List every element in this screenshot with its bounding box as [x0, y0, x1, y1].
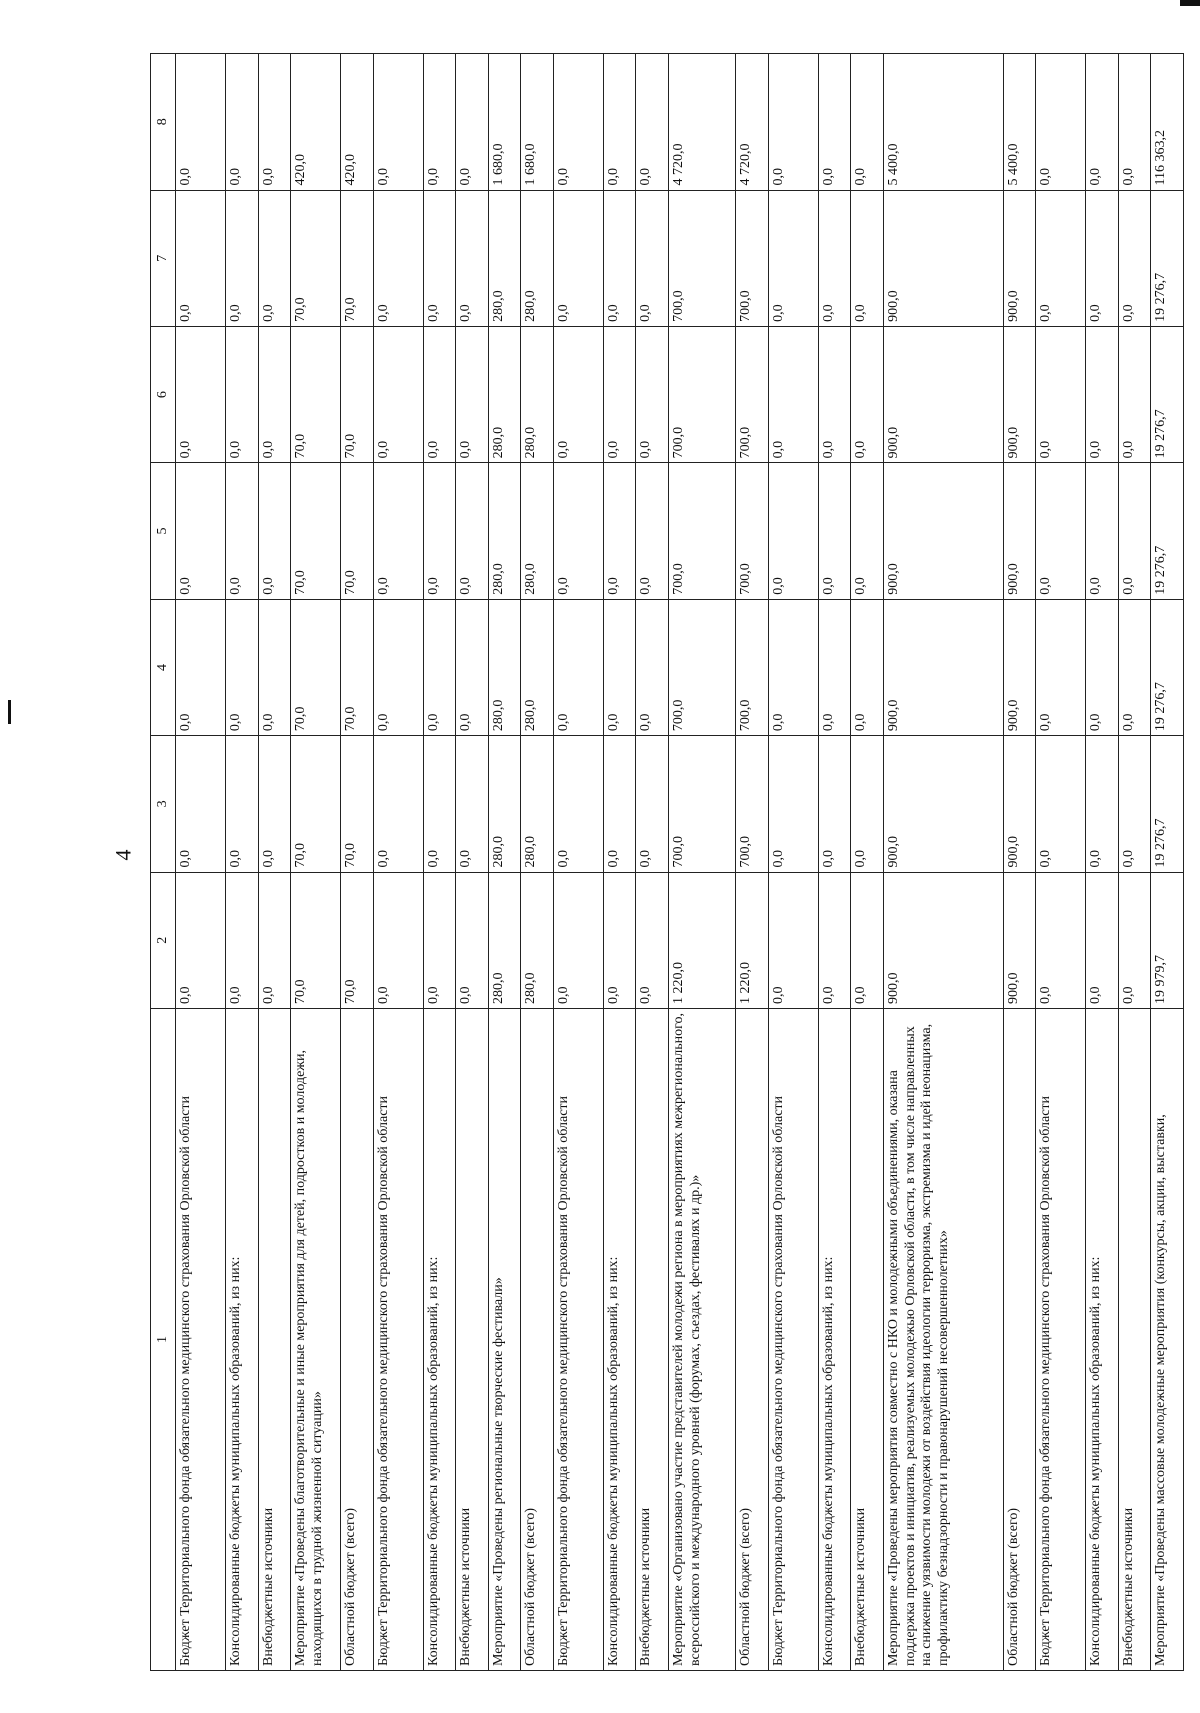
value-cell: 0,0	[1036, 736, 1086, 872]
value-cell: 0,0	[258, 54, 291, 191]
value-cell: 70,0	[341, 190, 374, 326]
value-cell: 5 400,0	[1003, 54, 1036, 191]
page-number: 4	[110, 849, 136, 861]
value-cell: 0,0	[1118, 736, 1151, 872]
value-cell: 700,0	[669, 599, 736, 735]
budget-table-sheet	[150, 53, 1184, 1671]
value-cell: 70,0	[291, 463, 341, 599]
budget-table	[150, 53, 1184, 1671]
value-cell: 0,0	[423, 872, 456, 1008]
value-cell: 900,0	[1003, 463, 1036, 599]
value-cell: 900,0	[884, 872, 1003, 1008]
table-row	[373, 54, 423, 1671]
value-cell: 0,0	[373, 872, 423, 1008]
value-cell: 900,0	[1003, 872, 1036, 1008]
value-cell: 0,0	[818, 190, 851, 326]
value-cell: 700,0	[669, 736, 736, 872]
value-cell: 420,0	[291, 54, 341, 191]
value-cell: 0,0	[423, 54, 456, 191]
value-cell: 0,0	[373, 54, 423, 191]
value-cell: 0,0	[423, 463, 456, 599]
value-cell: 280,0	[488, 463, 521, 599]
value-cell: 0,0	[456, 326, 489, 462]
value-cell: 0,0	[1086, 326, 1119, 462]
value-cell: 0,0	[373, 326, 423, 462]
row-label: Консолидированные бюджеты муниципальных образований, из них:	[423, 1008, 456, 1670]
value-cell: 0,0	[225, 326, 258, 462]
value-cell: 700,0	[736, 599, 769, 735]
value-cell: 0,0	[456, 736, 489, 872]
column-header: 5	[151, 463, 176, 599]
value-cell: 420,0	[341, 54, 374, 191]
value-cell: 0,0	[456, 190, 489, 326]
table-row	[176, 54, 226, 1671]
value-cell: 19 276,7	[1151, 190, 1184, 326]
value-cell: 0,0	[225, 190, 258, 326]
value-cell: 0,0	[373, 599, 423, 735]
value-cell: 0,0	[456, 872, 489, 1008]
value-cell: 0,0	[851, 326, 884, 462]
row-label: Мероприятие «Проведены массовые молодежные мероприятия (конкурсы, акции, выставки,	[1151, 1008, 1184, 1670]
row-label: Консолидированные бюджеты муниципальных образований, из них:	[818, 1008, 851, 1670]
value-cell: 70,0	[341, 872, 374, 1008]
table-row	[553, 54, 603, 1671]
value-cell: 1 680,0	[521, 54, 554, 191]
table-row	[851, 54, 884, 1671]
row-label: Областной бюджет (всего)	[1003, 1008, 1036, 1670]
table-row	[1086, 54, 1119, 1671]
value-cell: 0,0	[818, 54, 851, 191]
value-cell: 0,0	[636, 599, 669, 735]
value-cell: 0,0	[636, 736, 669, 872]
value-cell: 700,0	[669, 190, 736, 326]
value-cell: 0,0	[768, 54, 818, 191]
value-cell: 0,0	[636, 54, 669, 191]
value-cell: 0,0	[603, 872, 636, 1008]
value-cell: 0,0	[456, 463, 489, 599]
value-cell: 0,0	[176, 463, 226, 599]
value-cell: 0,0	[258, 190, 291, 326]
table-row	[603, 54, 636, 1671]
value-cell: 0,0	[1118, 463, 1151, 599]
value-cell: 70,0	[291, 736, 341, 872]
value-cell: 0,0	[553, 54, 603, 191]
row-label: Мероприятие «Проведены благотворительные и иные мероприятия для детей, подростков и молодежи, находящихся в трудной жизненной ситуации»	[291, 1008, 341, 1670]
value-cell: 0,0	[851, 736, 884, 872]
value-cell: 0,0	[1118, 54, 1151, 191]
value-cell: 0,0	[373, 736, 423, 872]
value-cell: 0,0	[636, 463, 669, 599]
value-cell: 0,0	[1086, 463, 1119, 599]
value-cell: 70,0	[291, 872, 341, 1008]
value-cell: 19 276,7	[1151, 736, 1184, 872]
value-cell: 280,0	[521, 326, 554, 462]
value-cell: 70,0	[291, 190, 341, 326]
value-cell: 0,0	[258, 872, 291, 1008]
value-cell: 0,0	[1036, 54, 1086, 191]
value-cell: 1 220,0	[736, 872, 769, 1008]
value-cell: 0,0	[818, 463, 851, 599]
value-cell: 0,0	[1118, 599, 1151, 735]
value-cell: 0,0	[1036, 463, 1086, 599]
value-cell: 0,0	[225, 872, 258, 1008]
value-cell: 900,0	[884, 463, 1003, 599]
scan-mark	[1180, 0, 1200, 6]
value-cell: 70,0	[341, 736, 374, 872]
table-row	[456, 54, 489, 1671]
value-cell: 70,0	[341, 463, 374, 599]
row-label: Областной бюджет (всего)	[341, 1008, 374, 1670]
value-cell: 0,0	[225, 463, 258, 599]
value-cell: 900,0	[884, 599, 1003, 735]
value-cell: 0,0	[553, 736, 603, 872]
value-cell: 900,0	[1003, 326, 1036, 462]
value-cell: 1 220,0	[669, 872, 736, 1008]
value-cell: 0,0	[225, 54, 258, 191]
value-cell: 0,0	[1118, 872, 1151, 1008]
value-cell: 0,0	[258, 326, 291, 462]
value-cell: 70,0	[291, 599, 341, 735]
column-header: 8	[151, 54, 176, 191]
value-cell: 0,0	[1036, 326, 1086, 462]
value-cell: 0,0	[768, 872, 818, 1008]
table-row	[291, 54, 341, 1671]
value-cell: 0,0	[553, 326, 603, 462]
table-row	[736, 54, 769, 1671]
value-cell: 900,0	[884, 326, 1003, 462]
row-label: Внебюджетные источники	[456, 1008, 489, 1670]
value-cell: 0,0	[176, 54, 226, 191]
row-label: Бюджет Территориального фонда обязательного медицинского страхования Орловской области	[176, 1008, 226, 1670]
value-cell: 0,0	[456, 599, 489, 735]
value-cell: 0,0	[818, 736, 851, 872]
value-cell: 0,0	[603, 599, 636, 735]
scan-mark	[8, 700, 11, 724]
value-cell: 700,0	[736, 326, 769, 462]
value-cell: 19 276,7	[1151, 463, 1184, 599]
value-cell: 280,0	[488, 599, 521, 735]
row-label: Внебюджетные источники	[1118, 1008, 1151, 1670]
value-cell: 0,0	[258, 463, 291, 599]
value-cell: 700,0	[669, 326, 736, 462]
table-row	[258, 54, 291, 1671]
value-cell: 0,0	[423, 599, 456, 735]
value-cell: 900,0	[1003, 736, 1036, 872]
value-cell: 0,0	[176, 326, 226, 462]
column-header: 4	[151, 599, 176, 735]
value-cell: 0,0	[373, 190, 423, 326]
value-cell: 0,0	[258, 599, 291, 735]
value-cell: 280,0	[521, 736, 554, 872]
column-header: 6	[151, 326, 176, 462]
value-cell: 0,0	[818, 872, 851, 1008]
value-cell: 0,0	[176, 872, 226, 1008]
value-cell: 4 720,0	[669, 54, 736, 191]
row-label: Бюджет Территориального фонда обязательного медицинского страхования Орловской области	[553, 1008, 603, 1670]
value-cell: 280,0	[488, 872, 521, 1008]
table-row	[818, 54, 851, 1671]
value-cell: 0,0	[373, 463, 423, 599]
value-cell: 0,0	[851, 599, 884, 735]
table-row	[521, 54, 554, 1671]
value-cell: 280,0	[521, 599, 554, 735]
value-cell: 700,0	[736, 190, 769, 326]
value-cell: 0,0	[603, 190, 636, 326]
value-cell: 0,0	[818, 326, 851, 462]
value-cell: 700,0	[736, 736, 769, 872]
value-cell: 0,0	[636, 872, 669, 1008]
value-cell: 0,0	[851, 463, 884, 599]
value-cell: 0,0	[768, 736, 818, 872]
table-row	[225, 54, 258, 1671]
value-cell: 70,0	[291, 326, 341, 462]
value-cell: 0,0	[553, 872, 603, 1008]
value-cell: 19 979,7	[1151, 872, 1184, 1008]
value-cell: 70,0	[341, 326, 374, 462]
value-cell: 0,0	[176, 736, 226, 872]
value-cell: 0,0	[851, 54, 884, 191]
value-cell: 0,0	[768, 326, 818, 462]
value-cell: 0,0	[553, 463, 603, 599]
table-row	[636, 54, 669, 1671]
value-cell: 4 720,0	[736, 54, 769, 191]
table-row	[1151, 54, 1184, 1671]
value-cell: 0,0	[553, 599, 603, 735]
value-cell: 900,0	[1003, 190, 1036, 326]
value-cell: 0,0	[1036, 190, 1086, 326]
column-header: 3	[151, 736, 176, 872]
value-cell: 0,0	[1086, 54, 1119, 191]
value-cell: 0,0	[258, 736, 291, 872]
value-cell: 0,0	[603, 736, 636, 872]
value-cell: 0,0	[553, 190, 603, 326]
row-label: Областной бюджет (всего)	[736, 1008, 769, 1670]
value-cell: 0,0	[818, 599, 851, 735]
row-label: Консолидированные бюджеты муниципальных образований, из них:	[603, 1008, 636, 1670]
row-label: Консолидированные бюджеты муниципальных образований, из них:	[1086, 1008, 1119, 1670]
value-cell: 19 276,7	[1151, 326, 1184, 462]
row-label: Внебюджетные источники	[258, 1008, 291, 1670]
row-label: Внебюджетные источники	[851, 1008, 884, 1670]
value-cell: 0,0	[851, 190, 884, 326]
value-cell: 280,0	[521, 190, 554, 326]
value-cell: 0,0	[176, 599, 226, 735]
value-cell: 0,0	[1086, 872, 1119, 1008]
value-cell: 0,0	[1086, 599, 1119, 735]
table-row	[341, 54, 374, 1671]
row-label: Бюджет Территориального фонда обязательного медицинского страхования Орловской области	[1036, 1008, 1086, 1670]
value-cell: 0,0	[636, 190, 669, 326]
row-label: Бюджет Территориального фонда обязательного медицинского страхования Орловской области	[373, 1008, 423, 1670]
table-row	[768, 54, 818, 1671]
row-label: Мероприятие «Организовано участие представителей молодежи региона в мероприятиях межрегионального, всероссийского и международного уровней (форумах, съездах, фестивалях и др.)»	[669, 1008, 736, 1670]
row-label: Бюджет Территориального фонда обязательного медицинского страхования Орловской области	[768, 1008, 818, 1670]
table-row	[423, 54, 456, 1671]
value-cell: 0,0	[603, 463, 636, 599]
value-cell: 0,0	[1036, 872, 1086, 1008]
value-cell: 0,0	[1086, 736, 1119, 872]
value-cell: 280,0	[521, 872, 554, 1008]
value-cell: 1 680,0	[488, 54, 521, 191]
value-cell: 280,0	[488, 736, 521, 872]
value-cell: 280,0	[521, 463, 554, 599]
value-cell: 0,0	[768, 599, 818, 735]
value-cell: 0,0	[176, 190, 226, 326]
value-cell: 0,0	[603, 54, 636, 191]
row-label: Мероприятие «Проведены мероприятия совместно с НКО и молодежными объединениями, оказана поддержка проектов и инициатив, реализуемых молодежью Орловской области, в том числе направленных на снижение уязвимости молодежи от воздействия идеологии терроризма, экстремизма и идей неонацизма, профилактику безнадзорности и правонарушений несовершеннолетних»	[884, 1008, 1003, 1670]
value-cell: 0,0	[636, 326, 669, 462]
value-cell: 280,0	[488, 326, 521, 462]
value-cell: 0,0	[768, 190, 818, 326]
table-row	[669, 54, 736, 1671]
value-cell: 19 276,7	[1151, 599, 1184, 735]
table-header-row	[151, 54, 176, 1671]
value-cell: 900,0	[884, 190, 1003, 326]
row-label: Консолидированные бюджеты муниципальных образований, из них:	[225, 1008, 258, 1670]
value-cell: 0,0	[1086, 190, 1119, 326]
value-cell: 5 400,0	[884, 54, 1003, 191]
row-label: Мероприятие «Проведены региональные творческие фестивали»	[488, 1008, 521, 1670]
value-cell: 0,0	[423, 326, 456, 462]
table-row	[488, 54, 521, 1671]
row-label: Областной бюджет (всего)	[521, 1008, 554, 1670]
value-cell: 0,0	[768, 463, 818, 599]
value-cell: 900,0	[1003, 599, 1036, 735]
value-cell: 0,0	[423, 736, 456, 872]
value-cell: 280,0	[488, 190, 521, 326]
table-row	[1036, 54, 1086, 1671]
value-cell: 0,0	[603, 326, 636, 462]
value-cell: 0,0	[1036, 599, 1086, 735]
value-cell: 700,0	[669, 463, 736, 599]
value-cell: 0,0	[225, 736, 258, 872]
value-cell: 0,0	[423, 190, 456, 326]
value-cell: 0,0	[225, 599, 258, 735]
value-cell: 0,0	[1118, 326, 1151, 462]
table-row	[1118, 54, 1151, 1671]
column-header: 7	[151, 190, 176, 326]
column-header: 1	[151, 1008, 176, 1670]
value-cell: 700,0	[736, 463, 769, 599]
value-cell: 0,0	[456, 54, 489, 191]
table-row	[1003, 54, 1036, 1671]
row-label: Внебюджетные источники	[636, 1008, 669, 1670]
value-cell: 116 363,2	[1151, 54, 1184, 191]
value-cell: 0,0	[1118, 190, 1151, 326]
value-cell: 900,0	[884, 736, 1003, 872]
table-row	[884, 54, 1003, 1671]
value-cell: 0,0	[851, 872, 884, 1008]
value-cell: 70,0	[341, 599, 374, 735]
column-header: 2	[151, 872, 176, 1008]
